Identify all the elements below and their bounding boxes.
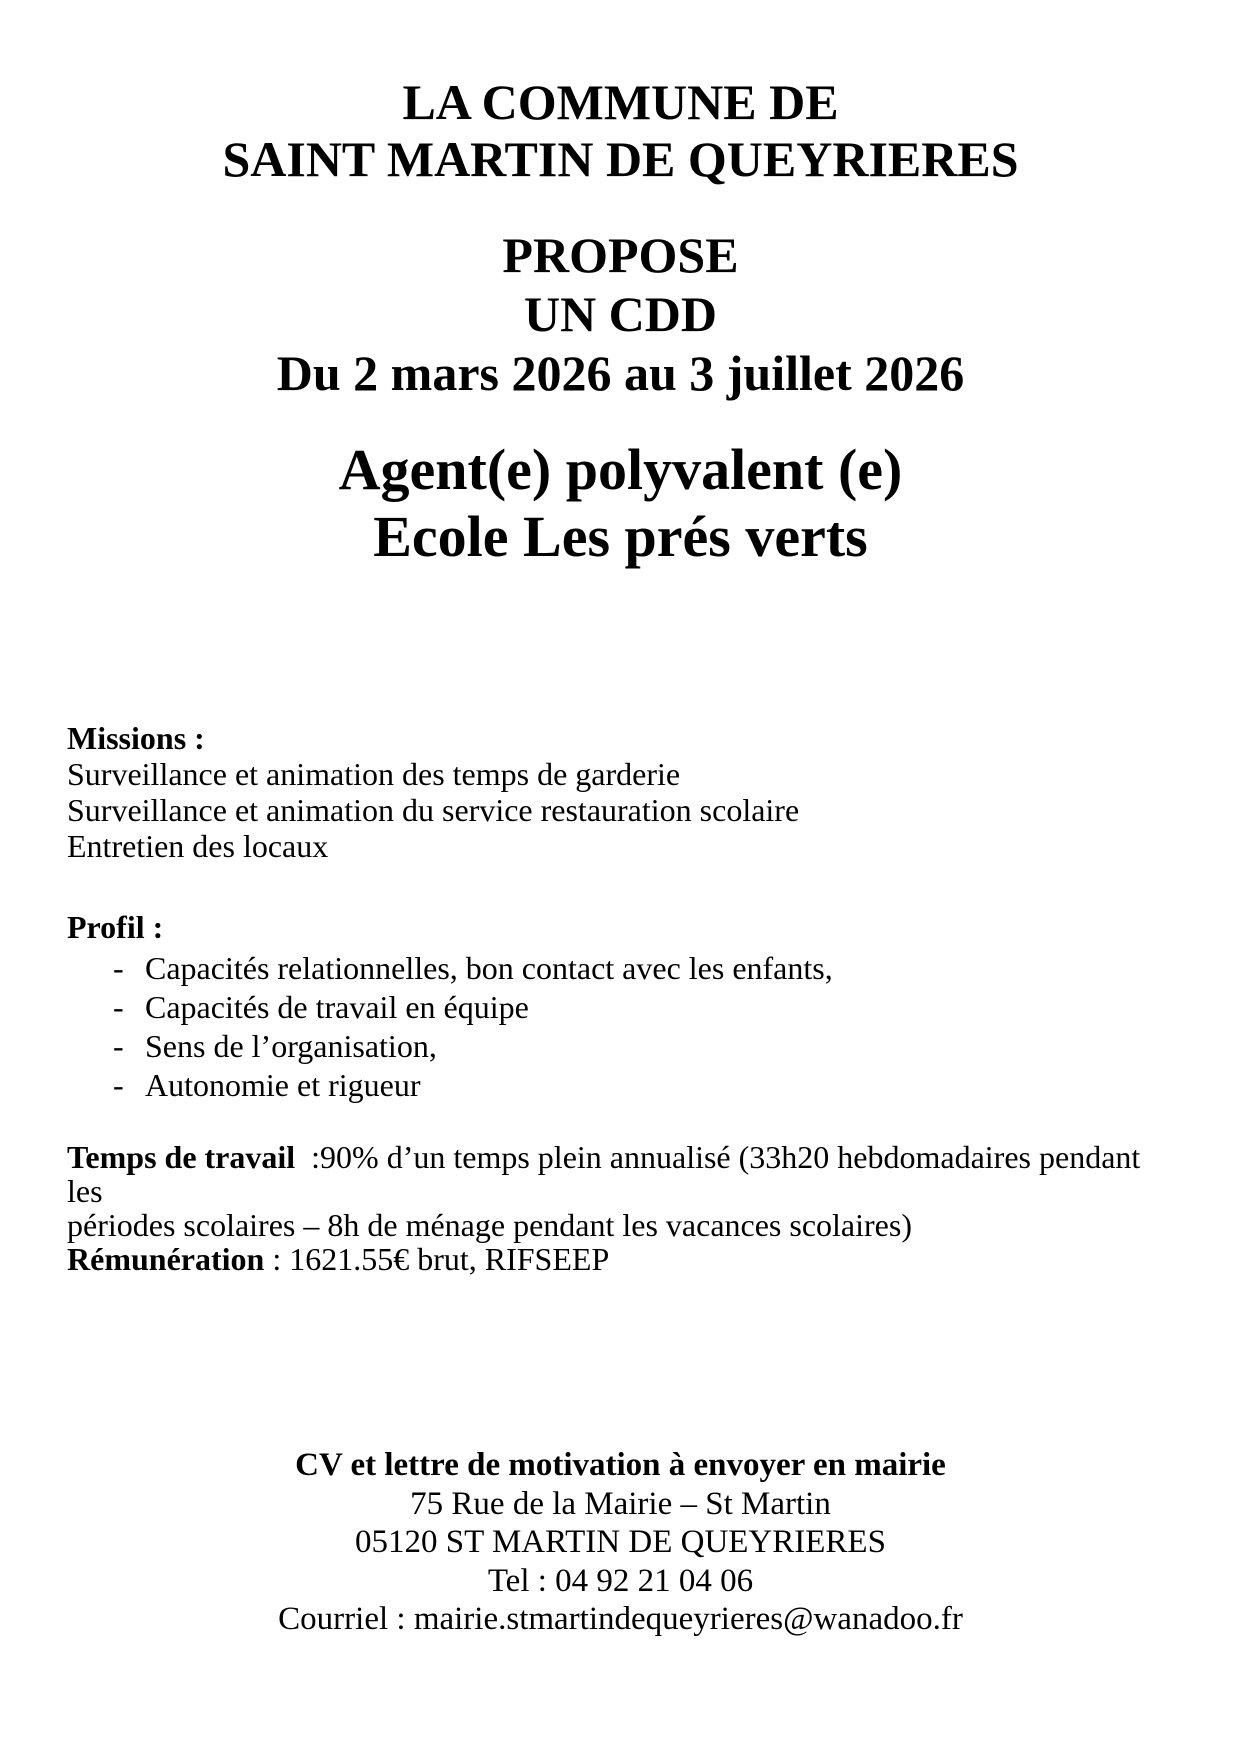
contact-phone-line: Tel : 04 92 21 04 06 <box>487 1562 754 1599</box>
remuneration-label: Rémunération <box>67 1241 265 1277</box>
missions-section <box>67 720 1181 864</box>
contact-email-line: Courriel : mairie.stmartindequeyrieres@wanadoo.fr <box>278 1601 963 1637</box>
profil-item <box>67 988 1181 1027</box>
bullet-dash: - <box>113 1067 124 1103</box>
offer-contract-type-line: UN CDD <box>523 286 718 342</box>
bullet-dash: - <box>113 950 124 986</box>
position-title-line: Agent(e) polyvalent (e) <box>338 437 903 502</box>
offer-heading <box>0 226 1241 403</box>
missions-heading: Missions : <box>67 720 205 756</box>
profil-section <box>67 909 1181 1105</box>
commune-title-line2: SAINT MARTIN DE QUEYRIERES <box>222 131 1019 187</box>
profil-item-text: Autonomie et rigueur <box>145 1067 421 1103</box>
profil-item-text: Capacités relationnelles, bon contact avec les enfants, <box>145 950 833 986</box>
commune-title <box>0 74 1241 188</box>
mission-item: Entretien des locaux <box>67 828 329 864</box>
profil-item-text: Sens de l’organisation, <box>145 1028 437 1064</box>
mission-item: Surveillance et animation du service restauration scolaire <box>67 792 800 828</box>
profil-item <box>67 1027 1181 1066</box>
position-school-line: Ecole Les prés verts <box>373 504 868 569</box>
contact-city-line: 05120 ST MARTIN DE QUEYRIERES <box>355 1524 886 1560</box>
contact-street-line: 75 Rue de la Mairie – St Martin <box>410 1485 831 1522</box>
bullet-dash: - <box>113 1028 124 1064</box>
profil-heading: Profil : <box>67 909 164 945</box>
conditions-paragraph <box>67 1140 1181 1276</box>
temps-de-travail-text-line1: :90% d’un temps plein annualisé (33h20 hebdomadaires pendant les <box>67 1139 1141 1209</box>
profil-item <box>67 1066 1181 1105</box>
profil-item-text: Capacités de travail en équipe <box>145 989 529 1025</box>
profil-list <box>67 949 1181 1105</box>
temps-de-travail-label: Temps de travail <box>67 1139 296 1175</box>
temps-de-travail-text-line2: périodes scolaires – 8h de ménage pendant les vacances scolaires) <box>67 1207 912 1243</box>
bullet-dash: - <box>113 989 124 1025</box>
position-heading <box>0 436 1241 570</box>
offer-dates-line: Du 2 mars 2026 au 3 juillet 2026 <box>276 345 965 401</box>
mission-item: Surveillance et animation des temps de garderie <box>67 756 681 792</box>
commune-title-line1: LA COMMUNE DE <box>402 74 839 130</box>
contact-section <box>0 1446 1241 1639</box>
offer-propose-line: PROPOSE <box>502 227 739 283</box>
conditions-section <box>67 1140 1181 1276</box>
contact-instruction-line: CV et lettre de motivation à envoyer en mairie <box>295 1447 946 1483</box>
remuneration-text: : 1621.55€ brut, RIFSEEP <box>264 1241 610 1277</box>
profil-item <box>67 949 1181 988</box>
